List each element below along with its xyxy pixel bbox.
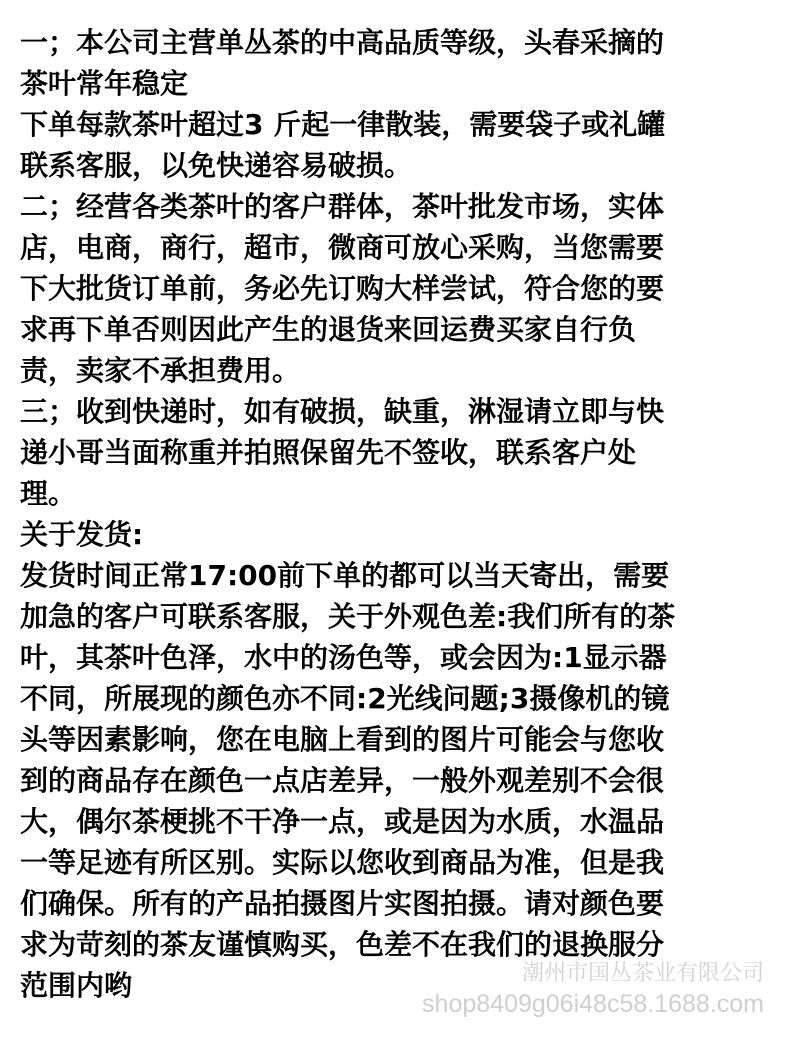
text-line: 加急的客户可联系客服，关于外观色差:我们所有的茶 xyxy=(20,600,676,633)
section-heading-shipping: 关于发货: xyxy=(20,518,144,551)
text-line: 不同，所展现的颜色亦不同:2光线问题;3摄像机的镜 xyxy=(20,682,670,715)
text-line: 责，卖家不承担费用。 xyxy=(20,354,301,387)
text-line: 理。 xyxy=(20,477,77,510)
watermark-company: 潮州市国丛茶业有限公司 xyxy=(521,960,764,985)
text-line: 下大批货订单前，务必先订购大样尝试，符合您的要 xyxy=(20,272,665,305)
watermark-url: shop8409g06i48c58.1688.com xyxy=(422,990,764,1018)
text-line: 发货时间正常17:00前下单的都可以当天寄出，需要 xyxy=(20,559,670,592)
text-line: 店，电商，商行，超市，微商可放心采购，当您需要 xyxy=(20,231,665,264)
text-line: 一；本公司主营单丛茶的中高品质等级，头春采摘的 xyxy=(20,26,665,59)
text-line: 叶，其茶叶色泽，水中的汤色等，或会因为:1显示器 xyxy=(20,641,667,674)
text-line: 下单每款茶叶超过3 斤起一律散装，需要袋子或礼罐 xyxy=(20,108,666,141)
text-line: 范围内哟 xyxy=(20,969,133,1002)
text-line: 递小哥当面称重并拍照保留先不签收，联系客户处 xyxy=(20,436,637,469)
text-line: 到的商品存在颜色一点店差异，一般外观差别不会很 xyxy=(20,764,665,797)
text-line: 大，偶尔茶梗挑不干净一点，或是因为水质，水温品 xyxy=(20,805,665,838)
notice-text-block xyxy=(20,22,780,1006)
text-line: 联系客服，以免快递容易破损。 xyxy=(20,149,413,182)
text-line: 们确保。所有的产品拍摄图片实图拍摄。请对颜色要 xyxy=(20,887,665,920)
text-line: 求为苛刻的茶友谨慎购买，色差不在我们的退换服分 xyxy=(20,928,665,961)
text-line: 茶叶常年稳定 xyxy=(20,67,189,100)
text-line: 一等足迹有所区别。实际以您收到商品为准，但是我 xyxy=(20,846,665,879)
text-line: 求再下单否则因此产生的退货来回运费买家自行负 xyxy=(20,313,637,346)
text-line: 头等因素影响，您在电脑上看到的图片可能会与您收 xyxy=(20,723,665,756)
text-line: 二；经营各类茶叶的客户群体，茶叶批发市场，实体 xyxy=(20,190,665,223)
text-line: 三；收到快递时，如有破损，缺重，淋湿请立即与快 xyxy=(20,395,665,428)
